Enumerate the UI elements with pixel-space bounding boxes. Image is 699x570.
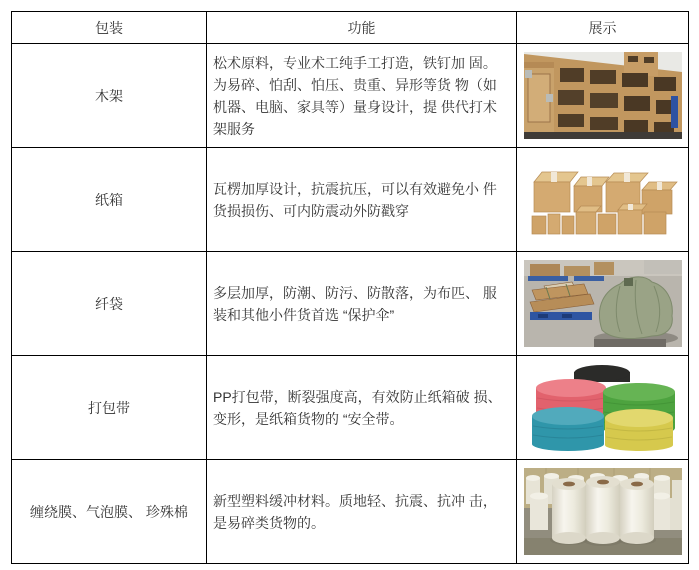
table-row-wood-frame: [12, 44, 689, 148]
stretch-film-rolls-photo: [524, 468, 682, 555]
function-cell: 新型塑料缓冲材料。质地轻、抗震、抗冲 击，是易碎类货物的。: [207, 460, 517, 564]
wooden-crates-photo: [524, 52, 682, 139]
display-cell: [517, 460, 689, 564]
table-row-carton: [12, 148, 689, 252]
function-cell: 松术原料，专业术工纯手工打造，铁钉加 固。为易碎、怕刮、怕压、贵重、异形等货 物（如机器、电脑、家具等）量身设计，提 供代打术架服务: [207, 44, 517, 148]
display-cell: [517, 148, 689, 252]
woven-bags-photo: [524, 260, 682, 347]
table-row-strapping: [12, 356, 689, 460]
header-row: [12, 12, 689, 44]
packaging-cell: 木架: [12, 44, 207, 148]
function-cell: PP打包带，断裂强度高，有效防止纸箱破 损、变形，是纸箱货物的 “安全带。: [207, 356, 517, 460]
table-row-woven-bag: [12, 252, 689, 356]
display-cell: [517, 356, 689, 460]
strapping-rolls-photo: [524, 364, 682, 451]
header-packaging: 包装: [12, 12, 207, 44]
display-cell: [517, 44, 689, 148]
table-row-stretch-film: [12, 460, 689, 564]
carton-boxes-photo: [524, 156, 682, 243]
packaging-cell: 纤袋: [12, 252, 207, 356]
function-cell: 多层加厚，防潮、防污、防散落，为布匹、 服装和其他小件货首选 “保护伞”: [207, 252, 517, 356]
header-function: 功能: [207, 12, 517, 44]
header-display: 展示: [517, 12, 689, 44]
packaging-cell: 缠绕膜、气泡膜、 珍殊棉: [12, 460, 207, 564]
function-cell: 瓦楞加厚设计，抗震抗压，可以有效避免小 件货损损伤、可内防震动外防戳穿: [207, 148, 517, 252]
packaging-cell: 纸箱: [12, 148, 207, 252]
packaging-table: [11, 11, 689, 564]
display-cell: [517, 252, 689, 356]
packaging-cell: 打包带: [12, 356, 207, 460]
